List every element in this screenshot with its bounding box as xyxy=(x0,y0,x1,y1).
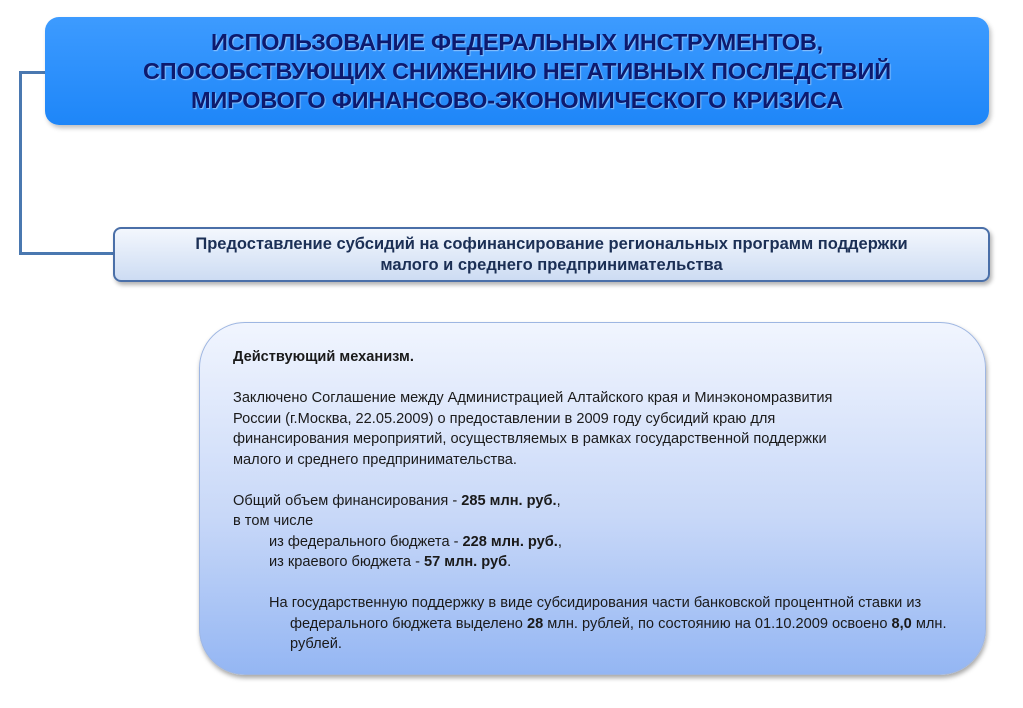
federal-funding xyxy=(233,532,973,553)
regional-label: из краевого бюджета - xyxy=(269,554,425,570)
regional-suffix: . xyxy=(507,554,512,570)
mechanism-content xyxy=(233,347,973,655)
subsidy-heading: Предоставление субсидий на софинансирование региональных программ поддержки малого и среднего предпринимательства xyxy=(195,234,908,274)
agreement-line: Заключено Соглашение между Администрацией Алтайского края и Минэкономразвития xyxy=(233,390,833,406)
page-title: ИСПОЛЬЗОВАНИЕ ФЕДЕРАЛЬНЫХ ИНСТРУМЕНТОВ, СПОСОБСТВУЮЩИХ СНИЖЕНИЮ НЕГАТИВНЫХ ПОСЛЕДСТВИЙ МИРОВОГО ФИНАНСОВО-ЭКОНОМИЧЕСКОГО КРИЗИСА xyxy=(143,28,891,113)
federal-suffix: , xyxy=(557,533,562,550)
support-text-2: млн. рублей, по состоянию на 01.10.2009 освоено xyxy=(543,615,892,632)
support-text-3: млн. рублей. xyxy=(290,615,947,652)
support-value-1: 28 xyxy=(526,615,544,632)
agreement-line: финансирования мероприятий, осуществляемых в рамках государственной поддержки xyxy=(233,431,827,447)
regional-value: 57 млн. руб xyxy=(424,554,508,570)
total-value: 285 млн. руб. xyxy=(461,492,557,509)
including-label: в том числе xyxy=(233,513,314,529)
federal-label: из федерального бюджета - xyxy=(269,533,463,550)
total-suffix: , xyxy=(556,492,561,509)
total-funding xyxy=(233,491,973,512)
agreement-line: малого и среднего предпринимательства. xyxy=(233,451,517,468)
federal-value: 228 млн. руб. xyxy=(462,533,558,550)
subsidy-block xyxy=(113,227,990,282)
support-text-1: На государственную поддержку в виде субсидирования части банковской процентной ставки из федерального бюджета выделено xyxy=(269,595,922,632)
support-paragraph xyxy=(233,593,973,655)
regional-funding xyxy=(233,552,973,573)
mechanism-heading: Действующий механизм. xyxy=(233,349,414,365)
title-banner xyxy=(45,17,989,125)
total-label: Общий объем финансирования - xyxy=(233,492,462,509)
support-value-2: 8,0 xyxy=(891,615,912,632)
agreement-line: России (г.Москва, 22.05.2009) о предоставлении в 2009 году субсидий краю для xyxy=(233,410,776,427)
mechanism-panel xyxy=(199,322,986,675)
